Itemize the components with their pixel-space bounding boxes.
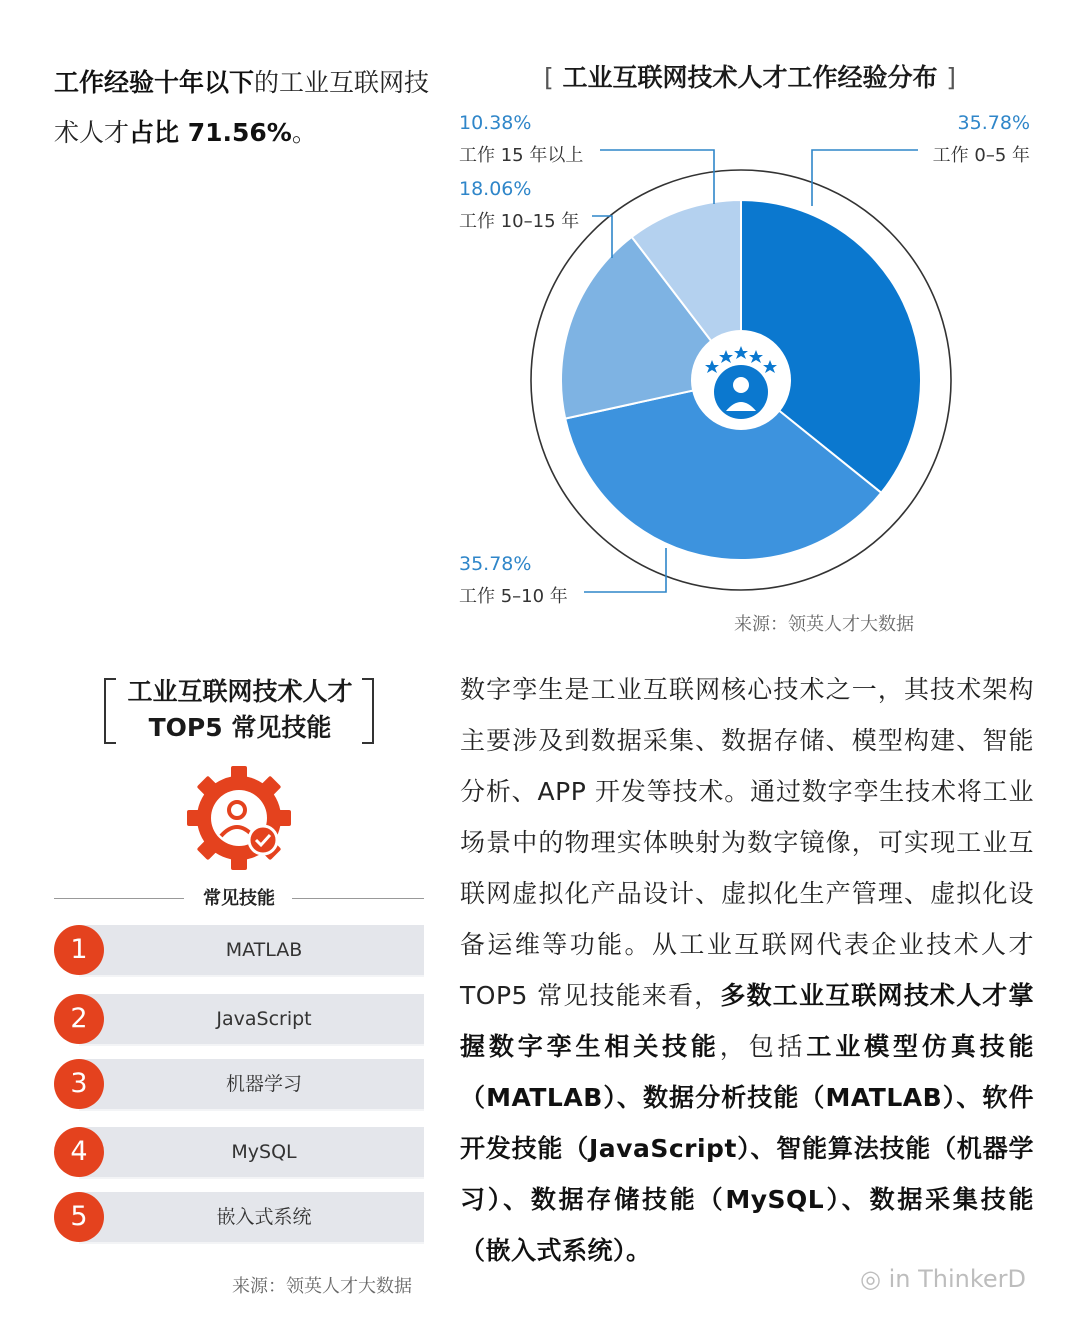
skill-name: JavaScript [216, 1008, 312, 1030]
skills-title [100, 674, 380, 746]
wechat-icon: ◎ [860, 1265, 889, 1293]
watermark-text: in ThinkerD [888, 1265, 1026, 1293]
leader-line-0-5 [812, 150, 918, 206]
label-pct-10-15: 18.06% [459, 178, 532, 200]
body-text-2: ，包括 [719, 1032, 807, 1061]
intro-text-2: 。 [291, 118, 317, 147]
skills-source: 来源：领英人才大数据 [232, 1276, 412, 1297]
skill-rank-badge: 3 [54, 1059, 104, 1109]
skill-row [54, 925, 424, 975]
experience-pie-chart [0, 0, 1080, 660]
label-pct-0-5: 35.78% [957, 112, 1030, 134]
skill-name: MATLAB [225, 939, 303, 961]
skill-rank-badge: 1 [54, 925, 104, 975]
watermark [860, 1265, 1026, 1293]
skill-name: 机器学习 [225, 1073, 302, 1095]
chart-source: 来源：领英人才大数据 [734, 614, 914, 635]
skill-row [54, 994, 424, 1044]
leader-line-15-plus [600, 150, 714, 204]
skill-name: MySQL [231, 1141, 297, 1163]
chart-title-text: 工业互联网技术人才工作经验分布 [562, 63, 938, 92]
intro-text-1: 的工业互联网技术人才 [54, 68, 430, 147]
skills-title-line-2: TOP5 常见技能 [148, 713, 332, 742]
skill-row [54, 1192, 424, 1242]
label-text-10-15: 工作 10–15 年 [459, 211, 580, 232]
chart-title-open-bracket: [ [544, 63, 554, 92]
skills-subtitle: 常见技能 [203, 888, 275, 909]
chart-title-close-bracket: ] [946, 63, 956, 92]
skill-row [54, 1059, 424, 1109]
intro-bold-1: 工作经验十年以下 [54, 68, 255, 97]
body-bold-1: 多数工业互联网技术人才掌握数字孪生相关技能 [460, 981, 1034, 1061]
skill-rank-badge: 4 [54, 1127, 104, 1177]
skills-gear-icon [184, 764, 294, 874]
label-text-15-plus: 工作 15 年以上 [459, 145, 584, 166]
body-bold-2: 工业模型仿真技能（MATLAB）、数据分析技能（MATLAB）、软件开发技能（JavaScript）、智能算法技能（机器学习）、数据存储技能（MySQL）、数据采集技能（嵌入式系统）。 [460, 1032, 1034, 1265]
intro-bold-2: 占比 71.56% [129, 118, 292, 147]
label-text-0-5: 工作 0–5 年 [932, 145, 1030, 166]
label-pct-15-plus: 10.38% [459, 112, 532, 134]
skill-row [54, 1127, 424, 1177]
label-text-5-10: 工作 5–10 年 [459, 586, 568, 607]
label-pct-5-10: 35.78% [459, 553, 532, 575]
body-text-1: 数字孪生是工业互联网核心技术之一，其技术架构主要涉及到数据采集、数据存储、模型构建、智能分析、APP 开发等技术。通过数字孪生技术将工业场景中的物理实体映射为数字镜像，可实现工业互联网虚拟化产品设计、虚拟化生产管理、虚拟化设备运维等功能。从工业互联网代表企业技术人才 TOP5 常见技能来看， [460, 675, 1034, 1010]
body-paragraph [460, 664, 1034, 1276]
skill-rank-badge: 2 [54, 994, 104, 1044]
skill-name: 嵌入式系统 [216, 1206, 312, 1228]
skills-title-line-1: 工业互联网技术人才 [127, 677, 353, 706]
skill-rank-badge: 5 [54, 1192, 104, 1242]
